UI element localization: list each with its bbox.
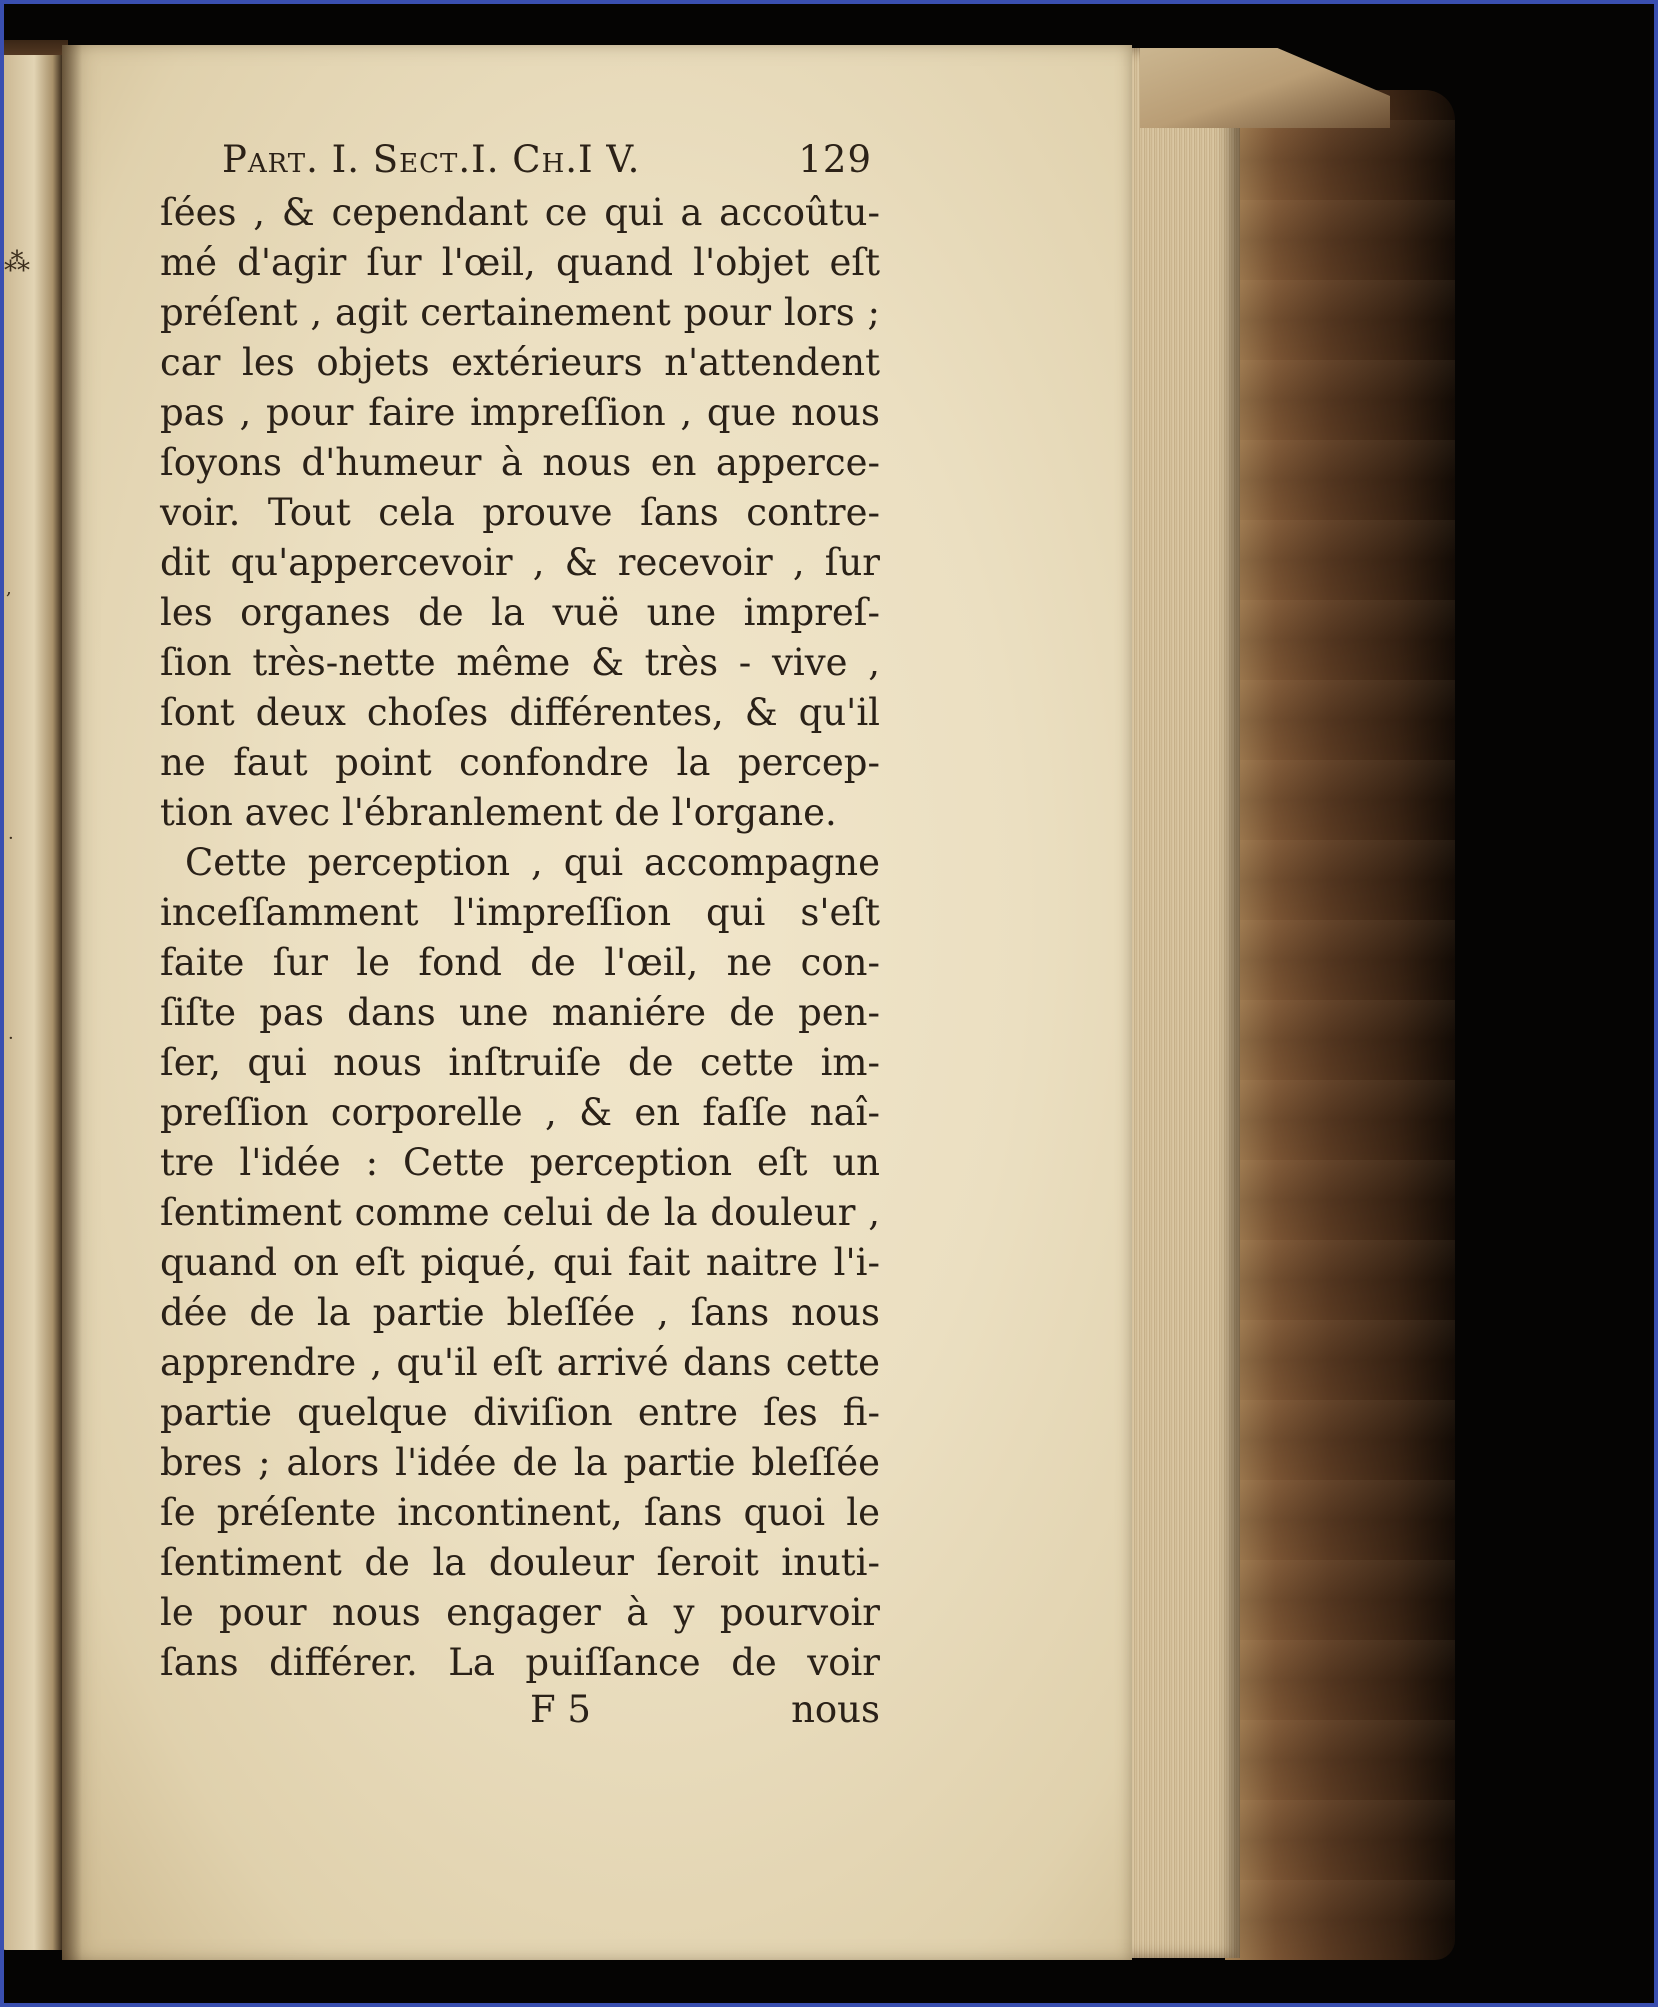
left-page-mark: , (6, 578, 12, 599)
spine-texture (1225, 90, 1455, 1960)
text-line: bres ; alors l'idée de la partie bleſſée (160, 1441, 880, 1484)
text-line: ſe préſente incontinent, ſans quoi le (160, 1491, 880, 1534)
signature-mark: F 5 (530, 1688, 591, 1731)
running-head (222, 138, 872, 186)
text-line: tion avec l'ébranlement de l'organe. (160, 791, 837, 834)
text-line: inceſſamment l'impreſſion qui s'eſt (160, 891, 880, 934)
text-line: ſont deux choſes différentes, & qu'il (160, 691, 880, 734)
text-line: les organes de la vuë une impreſ- (160, 591, 880, 634)
text-line: ſion très-nette même & très - vive , (160, 641, 880, 684)
left-page-mark: · (8, 1028, 14, 1049)
page-edges (1120, 48, 1240, 1958)
page-gutter-shadow (62, 45, 82, 1960)
text-line: ſées , & cependant ce qui a accoûtu- (160, 191, 880, 234)
text-line: ſoyons d'humeur à nous en apperce- (160, 441, 880, 484)
text-line: dée de la partie bleſſée , ſans nous (160, 1291, 880, 1334)
text-line: ſer, qui nous inſtruiſe de cette im- (160, 1041, 880, 1084)
text-line: tre l'idée : Cette perception eſt un (160, 1141, 880, 1184)
text-line: dit qu'appercevoir , & recevoir , ſur (160, 541, 880, 584)
page-number: 129 (798, 138, 872, 181)
page-footer (160, 1688, 880, 1738)
text-line: le pour nous engager à y pourvoir (160, 1591, 880, 1634)
text-line: Cette perception , qui accompagne (185, 841, 880, 884)
text-line: faite ſur le fond de l'œil, ne con- (160, 941, 880, 984)
text-line: car les objets extérieurs n'attendent (160, 341, 880, 384)
text-line: pas , pour faire impreſſion , que nous (160, 391, 880, 434)
text-line: ſentiment comme celui de la douleur , (160, 1191, 880, 1234)
text-line: partie quelque diviſion entre ſes fi- (160, 1391, 880, 1434)
text-line: voir. Tout cela prouve ſans contre- (160, 491, 880, 534)
text-line: preſſion corporelle , & en faſſe naî- (160, 1091, 880, 1134)
text-line: ſiſte pas dans une maniére de pen- (160, 991, 880, 1034)
previous-page-edge (0, 55, 62, 1950)
text-line: apprendre , qu'il eſt arrivé dans cette (160, 1341, 880, 1384)
text-line: préſent , agit certainement pour lors ; (160, 291, 880, 334)
text-line: mé d'agir ſur l'œil, quand l'objet eſt (160, 241, 880, 284)
running-head-title: Part. I. Sect.I. Ch.I V. (222, 138, 641, 181)
text-line: ne faut point confondre la percep- (160, 741, 880, 784)
page-edges-top (1140, 48, 1390, 128)
left-page-mark: · (8, 828, 14, 849)
catchword: nous (791, 1688, 880, 1731)
text-line: ſentiment de la douleur ſeroit inuti- (160, 1541, 880, 1584)
text-line: ſans différer. La puiſſance de voir (160, 1641, 880, 1684)
text-line: quand on eſt piqué, qui fait naitre l'i- (160, 1241, 880, 1284)
left-page-ornament: ⁂ (4, 248, 30, 278)
